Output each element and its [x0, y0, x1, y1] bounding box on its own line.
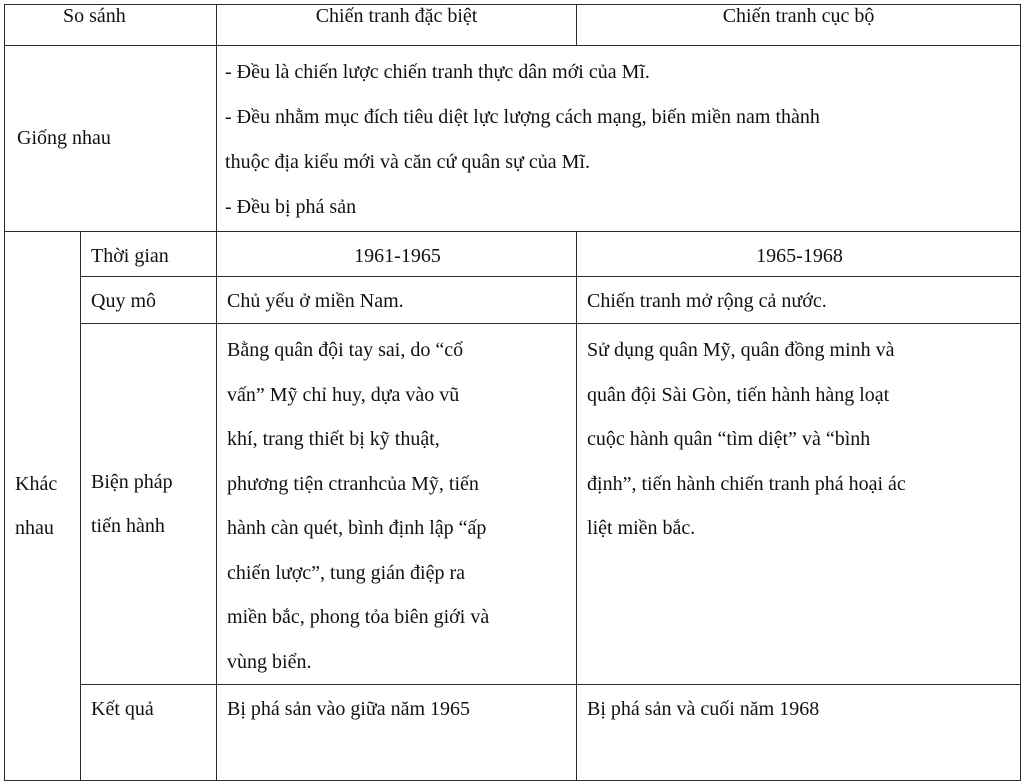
method-special-line: miền bắc, phong tỏa biên giới và — [227, 606, 490, 628]
method-local-line: quân đội Sài Gòn, tiến hành hàng loạt — [587, 383, 890, 406]
method-special-line: khí, trang thiết bị kỹ thuật, — [227, 428, 440, 450]
similarities-row — [5, 46, 1021, 232]
method-local-line: cuộc hành quân “tìm diệt” và “bình — [587, 428, 871, 450]
similarity-line: - Đều bị phá sản — [225, 196, 357, 218]
method-label — [81, 324, 217, 685]
differences-label-line1: Khác — [15, 473, 58, 495]
result-special: Bị phá sản vào giữa năm 1965 — [217, 685, 577, 781]
method-label-line2: tiến hành — [91, 515, 165, 537]
similarities-content — [217, 46, 1021, 232]
method-special-line: vùng biển. — [227, 650, 312, 673]
time-local: 1965-1968 — [577, 232, 1021, 277]
method-special-line: vấn” Mỹ chỉ huy, dựa vào vũ — [227, 383, 460, 406]
method-row — [5, 324, 1021, 685]
scale-label: Quy mô — [81, 277, 217, 324]
time-special: 1961-1965 — [217, 232, 577, 277]
similarity-line: thuộc địa kiểu mới và căn cứ quân sự của Mĩ. — [225, 151, 590, 173]
scale-row — [5, 277, 1021, 324]
method-special-line: hành càn quét, bình định lập “ấp — [227, 517, 487, 539]
similarity-line: - Đều là chiến lược chiến tranh thực dân mới của Mĩ. — [225, 61, 650, 83]
method-local-line: Sử dụng quân Mỹ, quân đồng minh và — [587, 339, 895, 361]
header-row — [5, 5, 1021, 46]
result-label: Kết quả — [81, 685, 217, 781]
method-local-line: liệt miền bắc. — [587, 517, 696, 539]
comparison-table — [4, 4, 1021, 781]
header-compare: So sánh — [5, 5, 217, 46]
method-local — [577, 324, 1021, 685]
method-local-line: định”, tiến hành chiến tranh phá hoại ác — [587, 472, 906, 495]
method-special-line: phương tiện ctranhcủa Mỹ, tiến — [227, 472, 479, 495]
result-row — [5, 685, 1021, 781]
header-special-war: Chiến tranh đặc biệt — [217, 5, 577, 46]
time-row — [5, 232, 1021, 277]
header-local-war: Chiến tranh cục bộ — [577, 5, 1021, 46]
similarity-line: - Đều nhằm mục đích tiêu diệt lực lượng cách mạng, biến miền nam thành — [225, 106, 820, 128]
time-label: Thời gian — [81, 232, 217, 277]
differences-label — [5, 232, 81, 781]
scale-special: Chủ yếu ở miền Nam. — [217, 277, 577, 324]
differences-label-line2: nhau — [15, 517, 54, 539]
method-special — [217, 324, 577, 685]
method-special-line: chiến lược”, tung gián điệp ra — [227, 561, 466, 584]
similarities-label: Giống nhau — [5, 46, 217, 232]
scale-local: Chiến tranh mở rộng cả nước. — [577, 277, 1021, 324]
result-local: Bị phá sản và cuối năm 1968 — [577, 685, 1021, 781]
method-special-line: Bằng quân đội tay sai, do “cố — [227, 339, 464, 361]
method-label-line1: Biện pháp — [91, 471, 173, 493]
